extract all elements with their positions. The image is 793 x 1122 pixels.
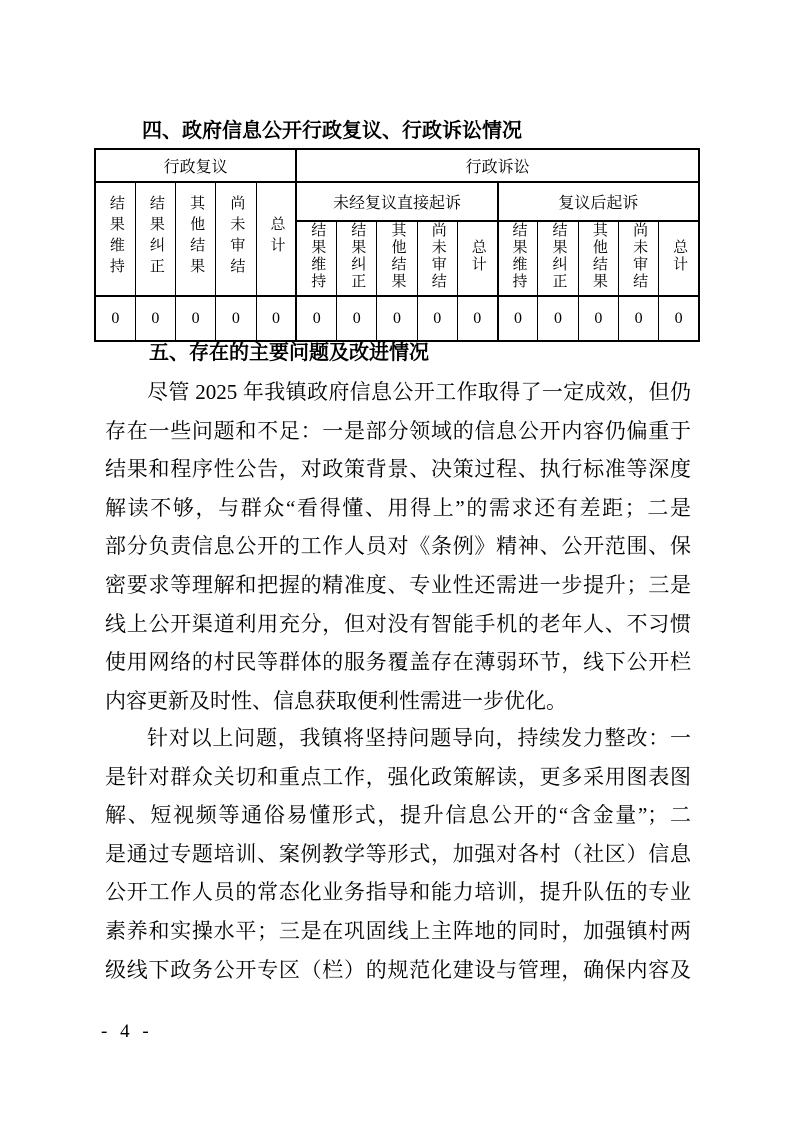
text-line: 解读不够，与群众“看得懂、用得上”的需求还有差距；二是 [105,495,691,520]
col-header-pending: 尚未审结 [216,182,256,296]
col-header-other-result: 其他结果 [377,221,417,296]
value-cell: 0 [256,296,296,341]
text-line: 是通过专题培训、案例教学等形式，加强对各村（社区）信息 [105,841,691,866]
header-administrative-litigation: 行政诉讼 [296,149,699,182]
text-line: 线上公开渠道利用充分，但对没有智能手机的老年人、不习惯 [105,611,691,636]
text-line: 是针对群众关切和重点工作，强化政策解读，更多采用图表图 [105,764,691,789]
text-line: 素养和实操水平；三是在巩固线上主阵地的同时，加强镇村两 [105,918,691,943]
table-row-values [95,296,699,341]
page-number: - 4 - [101,1021,153,1042]
col-header-pending: 尚未审结 [618,221,658,296]
header-lawsuit-after-review: 复议后起诉 [498,182,699,221]
table-row-sub-headers [95,182,699,221]
text-line: 存在一些问题和不足：一是部分领域的信息公开内容仍偏重于 [105,418,691,443]
value-cell: 0 [457,296,497,341]
paragraph-improvements [105,719,691,989]
col-header-result-corrected: 结果纠正 [337,221,377,296]
header-direct-lawsuit: 未经复议直接起诉 [296,182,497,221]
header-administrative-reconsideration: 行政复议 [95,149,296,182]
col-header-total: 总计 [256,182,296,296]
paragraph-problems [105,373,691,720]
text-line: 针对以上问题，我镇将坚持问题导向，持续发力整改：一 [147,726,691,750]
text-line: 尽管 2025 年我镇政府信息公开工作取得了一定成效，但仍 [147,380,691,404]
value-cell: 0 [578,296,618,341]
col-header-result-corrected: 结果纠正 [135,182,175,296]
col-header-result-upheld: 结果维持 [498,221,538,296]
col-header-result-upheld: 结果维持 [95,182,135,296]
col-header-other-result: 其他结果 [578,221,618,296]
value-cell: 0 [95,296,135,341]
col-header-result-upheld: 结果维持 [296,221,336,296]
value-cell: 0 [135,296,175,341]
value-cell: 0 [417,296,457,341]
value-cell: 0 [296,296,336,341]
text-line: 级线下政务公开专区（栏）的规范化建设与管理，确保内容及 [105,957,691,982]
section4-title: 四、政府信息公开行政复议、行政诉讼情况 [142,120,522,142]
admin-review-litigation-table [94,148,700,342]
table-row-group-headers [95,149,699,182]
col-header-pending: 尚未审结 [417,221,457,296]
value-cell: 0 [618,296,658,341]
value-cell: 0 [538,296,578,341]
text-line: 解、短视频等通俗易懂形式，提升信息公开的“含金量”；二 [105,803,691,828]
text-line: 部分负责信息公开的工作人员对《条例》精神、公开范围、保 [105,534,691,559]
value-cell: 0 [216,296,256,341]
col-header-result-corrected: 结果纠正 [538,221,578,296]
text-line: 密要求等理解和把握的精准度、专业性还需进一步提升；三是 [105,572,691,597]
col-header-other-result: 其他结果 [176,182,216,296]
text-line: 公开工作人员的常态化业务指导和能力培训，提升队伍的专业 [105,880,691,905]
value-cell: 0 [337,296,377,341]
col-header-total: 总计 [457,221,497,296]
text-line: 结果和程序性公告，对政策背景、决策过程、执行标准等深度 [105,457,691,482]
value-cell: 0 [498,296,538,341]
text-line: 内容更新及时性、信息获取便利性需进一步优化。 [105,688,567,713]
value-cell: 0 [659,296,699,341]
value-cell: 0 [176,296,216,341]
text-line: 使用网络的村民等群体的服务覆盖存在薄弱环节，线下公开栏 [105,650,691,675]
value-cell: 0 [377,296,417,341]
col-header-total: 总计 [659,221,699,296]
section5-title: 五、存在的主要问题及改进情况 [149,342,429,364]
